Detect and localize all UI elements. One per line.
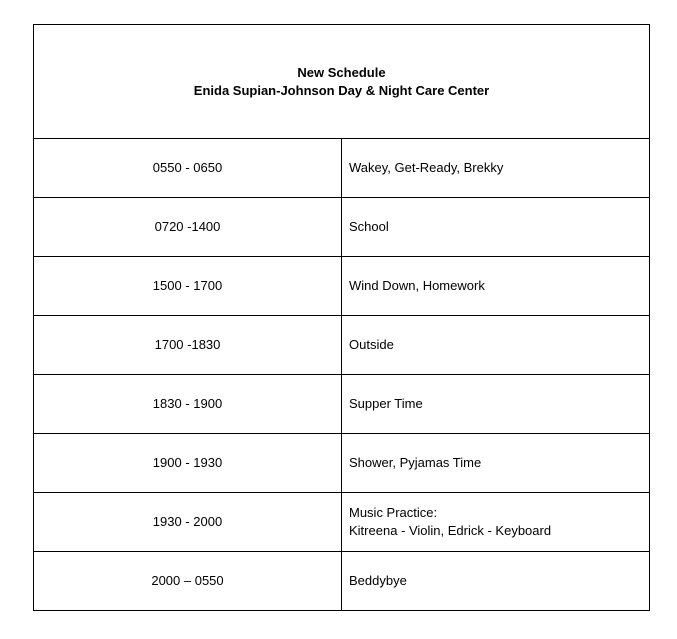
activity-text: School [349, 219, 389, 234]
activity-text: Music Practice: [349, 505, 438, 520]
activity-cell [342, 552, 650, 611]
time-cell: 0550 - 0650 [34, 139, 342, 198]
activity-text: Outside [349, 337, 394, 352]
time-cell: 1930 - 2000 [34, 493, 342, 552]
activity-cell [342, 493, 650, 552]
title-row [34, 25, 650, 139]
time-cell: 1500 - 1700 [34, 257, 342, 316]
time-cell: 1830 - 1900 [34, 375, 342, 434]
schedule-row [34, 316, 650, 375]
title-cell [34, 25, 650, 139]
activity-cell [342, 316, 650, 375]
time-cell: 0720 -1400 [34, 198, 342, 257]
activity-cell [342, 257, 650, 316]
activity-text: Beddybye [349, 573, 407, 588]
time-cell: 2000 – 0550 [34, 552, 342, 611]
activity-cell [342, 375, 650, 434]
activity-text: Wind Down, Homework [349, 278, 485, 293]
time-cell: 1700 -1830 [34, 316, 342, 375]
activity-cell [342, 139, 650, 198]
schedule-row [34, 552, 650, 611]
center-name: Enida Supian-Johnson Day & Night Care Center [193, 82, 490, 98]
activity-text: Supper Time [349, 396, 423, 411]
schedule-title: New Schedule [297, 64, 386, 80]
activity-text: Kitreena - Violin, Edrick - Keyboard [349, 523, 552, 538]
schedule-table [33, 24, 650, 611]
activity-cell [342, 434, 650, 493]
schedule-row [34, 493, 650, 552]
activity-cell [342, 198, 650, 257]
schedule-row [34, 257, 650, 316]
time-cell: 1900 - 1930 [34, 434, 342, 493]
schedule-row [34, 375, 650, 434]
activity-text: Shower, Pyjamas Time [349, 455, 482, 470]
activity-text: Wakey, Get-Ready, Brekky [349, 160, 504, 175]
schedule-row [34, 434, 650, 493]
schedule-row [34, 198, 650, 257]
schedule-row [34, 139, 650, 198]
